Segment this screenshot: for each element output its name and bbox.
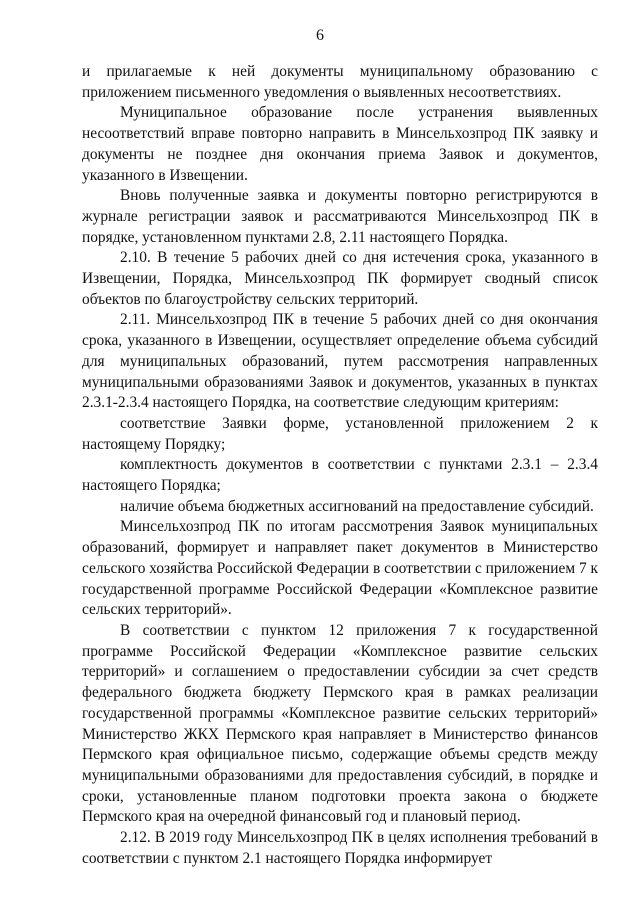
paragraph-document-package: Минсельхозпрод ПК по итогам рассмотрения Заявок муниципальных образований, формирует и направляет пакет документов в Министерство сельского хозяйства Российской Федерации в соответствии с приложением 7 к государственной программе Российской Федерации «Комплексное развитие сельских территорий». (82, 518, 598, 619)
criterion-budget: наличие объема бюджетных ассигнований на предоставление субсидий. (120, 497, 594, 515)
page-number: 6 (316, 27, 324, 44)
paragraph-2-11: 2.11. Минсельхозпрод ПК в течение 5 рабочих дней со дня окончания срока, указанного в Извещении, осуществляет определение объема субсидий для муниципальных образований, путем рассмотрения направленных муниципальными образованиями Заявок и документов, указанных в пунктах 2.3.1-2.3.4 настоящего Порядка, на соответствие следующим критериям: (82, 311, 598, 412)
paragraph-2-12: 2.12. В 2019 году Минсельхозпрод ПК в целях исполнения требований в соответствии с пунктом 2.1 настоящего Порядка информирует (82, 829, 598, 867)
paragraph-re-registration: Вновь полученные заявка и документы повторно регистрируются в журнале регистрации заявок и рассматриваются Минсельхозпрод ПК в порядке, установленном пунктами 2.8, 2.11 настоящего Порядка. (82, 187, 598, 246)
criterion-completeness: комплектность документов в соответствии с пунктами 2.3.1 – 2.3.4 настоящего Порядка; (82, 456, 598, 495)
paragraph-2-10: 2.10. В течение 5 рабочих дней со дня истечения срока, указанного в Извещении, Порядка, Минсельхозпрод ПК формирует сводный список объектов по благоустройству сельских территорий. (82, 249, 598, 308)
criterion-form-compliance: соответствие Заявки форме, установленной приложением 2 к настоящему Порядку; (82, 414, 598, 453)
document-body (82, 62, 598, 869)
paragraph-continuation: и прилагаемые к ней документы муниципальному образованию с приложением письменного уведомления о выявленных несоответствиях. (82, 63, 598, 101)
paragraph-resubmission-right: Муниципальное образование после устранения выявленных несоответствий вправе повторно направить в Минсельхозпрод ПК заявку и документы не позднее дня окончания приема Заявок и документов, указанного в Извещении. (82, 104, 598, 184)
paragraph-official-letter: В соответствии с пунктом 12 приложения 7 к государственной программе Российской Федерации «Комплексное развитие сельских территорий» и соглашением о предоставлении субсидии за счет средств федерального бюджета бюджету Пермского края в рамках реализации государственной программы «Комплексное развитие сельских территорий» Министерство ЖКХ Пермского края направляет в Министерство финансов Пермского края официальное письмо, содержащие объемы средств между муниципальными образованиями для предоставления субсидий, в порядке и сроки, установленные планом подготовки проекта закона о бюджете Пермского края на очередной финансовый год и плановый период. (82, 621, 598, 826)
